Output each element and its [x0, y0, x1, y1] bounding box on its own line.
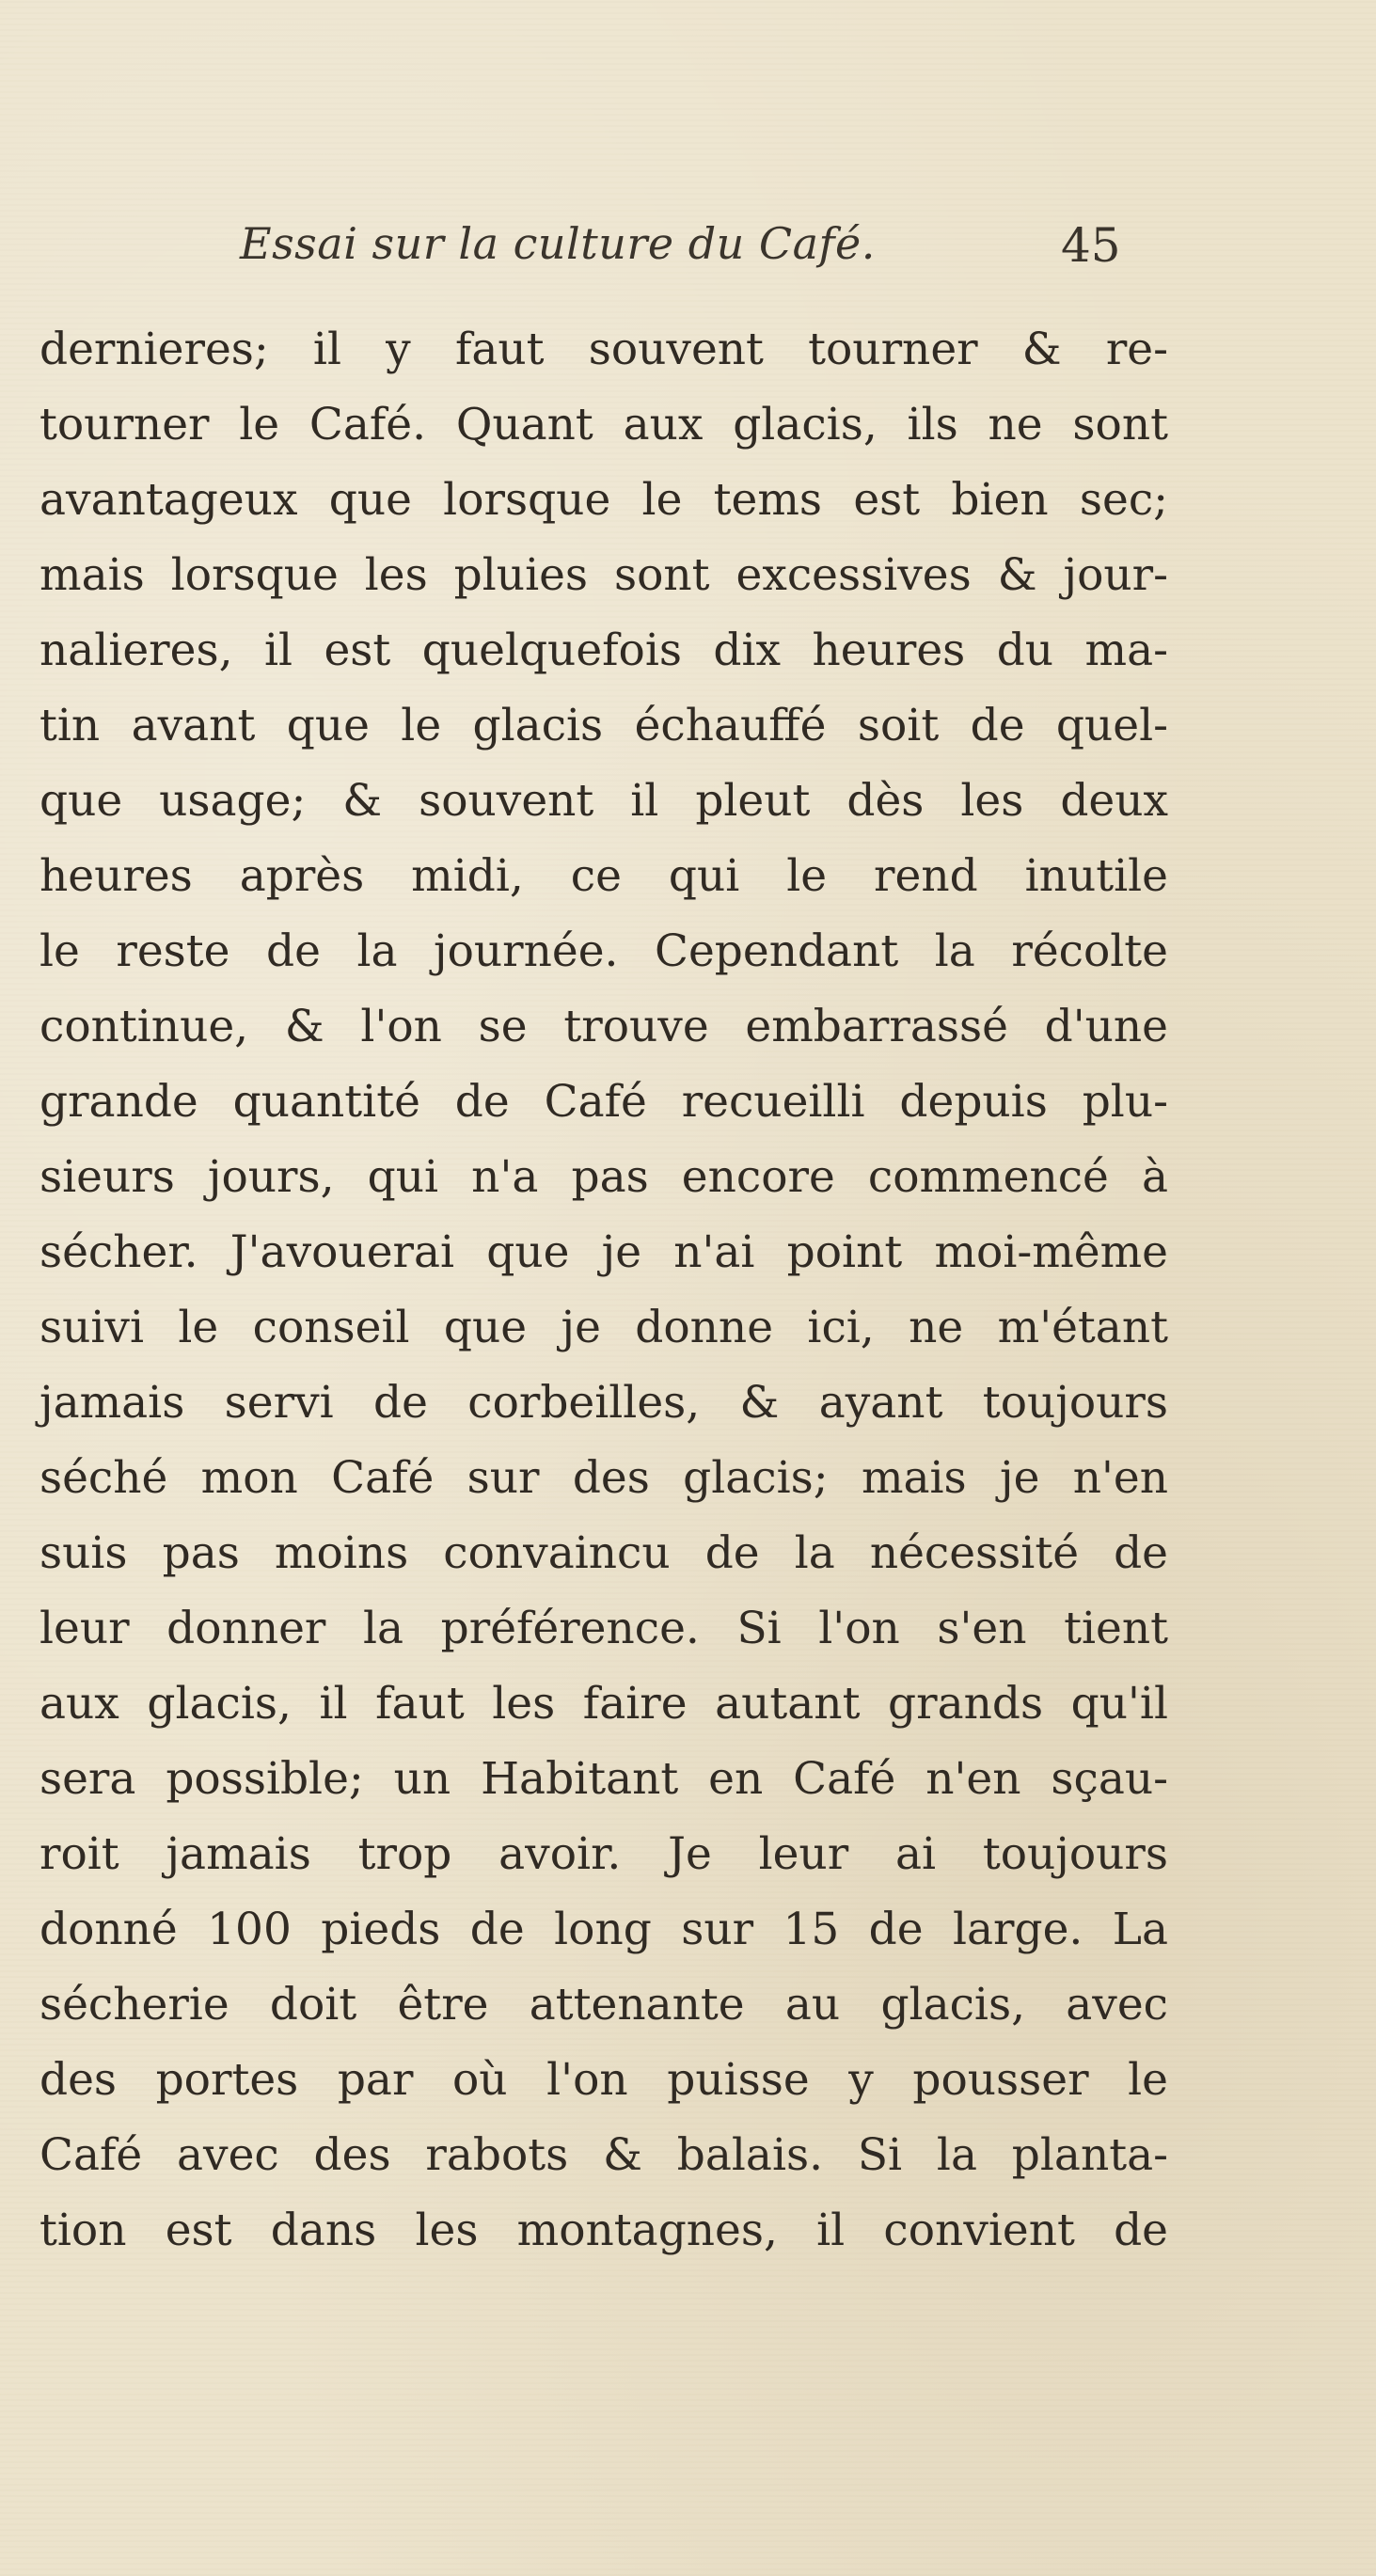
text-line: des portes par où l'on puisse y pousser le [40, 2054, 1168, 2106]
text-line: tourner le Café. Quant aux glacis, ils ne sont [40, 399, 1168, 450]
text-line: le reste de la journée. Cependant la récolte [40, 925, 1168, 977]
text-line: roit jamais trop avoir. Je leur ai toujours [40, 1828, 1168, 1880]
text-line: tion est dans les montagnes, il convient de [40, 2205, 1168, 2256]
text-line: séché mon Café sur des glacis; mais je n'en [40, 1452, 1168, 1504]
text-line: sieurs jours, qui n'a pas encore commencé à [40, 1151, 1168, 1203]
text-line: mais lorsque les pluies sont excessives & jour- [40, 549, 1168, 601]
page-number: 45 [1061, 218, 1121, 273]
text-line: que usage; & souvent il pleut dès les deux [40, 775, 1168, 827]
text-line: Café avec des rabots & balais. Si la planta- [40, 2129, 1168, 2181]
text-line: aux glacis, il faut les faire autant grands qu'il [40, 1678, 1168, 1730]
text-line: continue, & l'on se trouve embarrassé d'une [40, 1001, 1168, 1052]
text-line: sécherie doit être attenante au glacis, avec [40, 1979, 1168, 2031]
text-line: leur donner la préférence. Si l'on s'en tient [40, 1603, 1168, 1654]
text-line: dernieres; il y faut souvent tourner & re- [40, 324, 1168, 375]
text-line: jamais servi de corbeilles, & ayant toujours [40, 1377, 1168, 1429]
running-head: Essai sur la culture du Café. [240, 218, 876, 269]
text-line: suivi le conseil que je donne ici, ne m'étant [40, 1302, 1168, 1353]
text-line: grande quantité de Café recueilli depuis plu- [40, 1076, 1168, 1128]
text-line: tin avant que le glacis échauffé soit de quel- [40, 700, 1168, 751]
text-line: heures après midi, ce qui le rend inutile [40, 850, 1168, 902]
text-line: sécher. J'avouerai que je n'ai point moi-même [40, 1226, 1168, 1278]
text-line: suis pas moins convaincu de la nécessité de [40, 1527, 1168, 1579]
text-line: nalieres, il est quelquefois dix heures du ma- [40, 624, 1168, 676]
text-line: sera possible; un Habitant en Café n'en sçau- [40, 1753, 1168, 1805]
text-line: donné 100 pieds de long sur 15 de large. La [40, 1904, 1168, 1955]
text-line: avantageux que lorsque le tems est bien sec; [40, 474, 1168, 526]
body-text [40, 312, 1168, 2268]
